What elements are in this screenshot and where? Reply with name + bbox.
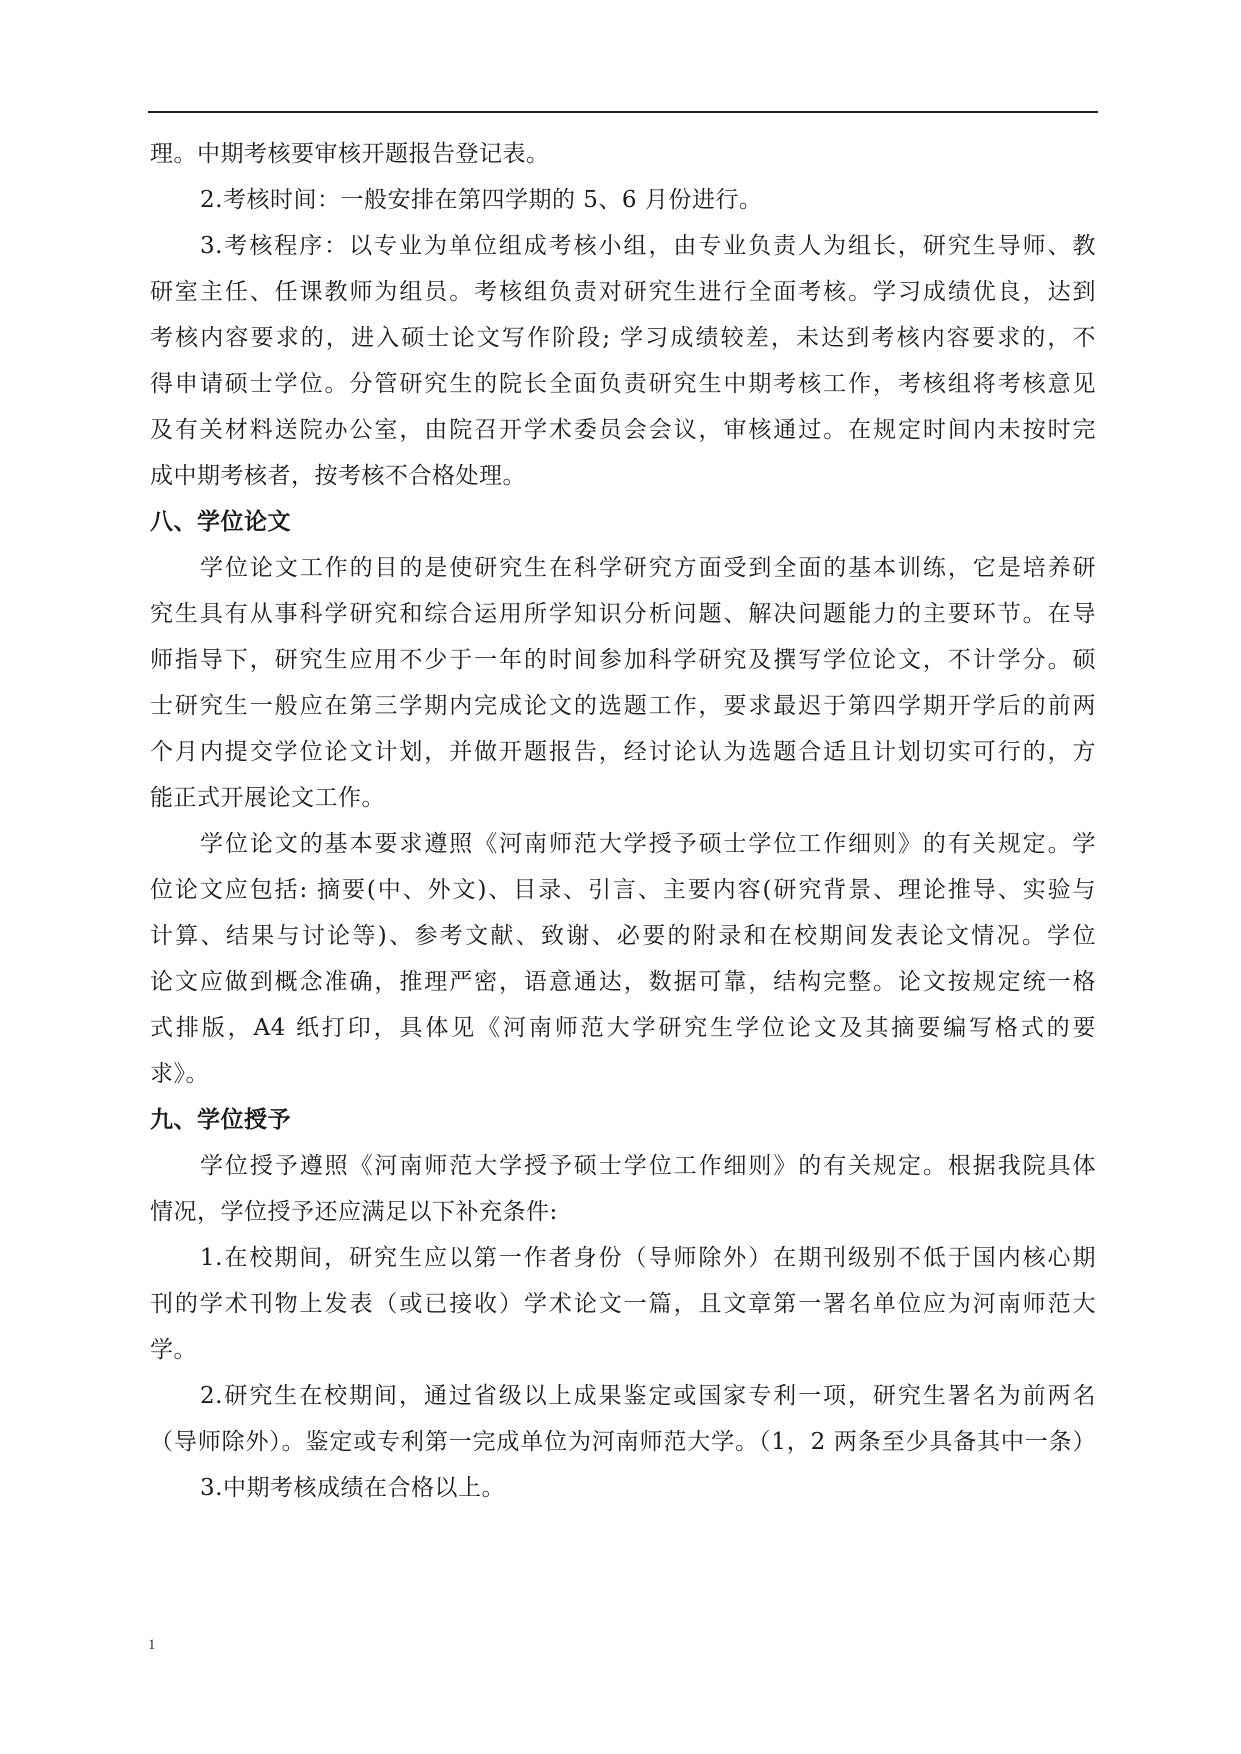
- text-line: 究生具有从事科学研究和综合运用所学知识分析问题、解决问题能力的主要环节。在导: [150, 601, 1096, 627]
- text-line: 理。中期考核要审核开题报告登记表。: [150, 141, 550, 167]
- para-condition-3: [150, 1474, 1096, 1502]
- header-rule: [148, 111, 1098, 113]
- text-line: 学位论文的基本要求遵照《河南师范大学授予硕士学位工作细则》的有关规定。学: [200, 831, 1096, 857]
- para-midterm-continuation: [150, 140, 1096, 168]
- text-line: 求》。: [150, 1061, 209, 1087]
- text-line: 个月内提交学位论文计划，并做开题报告，经讨论认为选题合适且计划切实可行的，方: [150, 739, 1096, 765]
- heading-degree-award: 九、学位授予: [150, 1107, 291, 1133]
- text-line: 2.研究生在校期间，通过省级以上成果鉴定或国家专利一项，研究生署名为前两名: [200, 1383, 1096, 1409]
- text-line: 及有关材料送院办公室，由院召开学术委员会会议，审核通过。在规定时间内未按时完: [150, 417, 1096, 443]
- para-exam-time: [150, 186, 1096, 214]
- text-line: 情况，学位授予还应满足以下补充条件:: [150, 1199, 558, 1225]
- text-line: 论文应做到概念准确，推理严密，语意通达，数据可靠，结构完整。论文按规定统一格: [150, 969, 1096, 995]
- para-exam-procedure: [150, 232, 1096, 490]
- document-body: [150, 140, 1096, 1520]
- text-line: 考核内容要求的，进入硕士论文写作阶段; 学习成绩较差，未达到考核内容要求的，不: [150, 325, 1096, 351]
- text-line: 士研究生一般应在第三学期内完成论文的选题工作，要求最迟于第四学期开学后的前两: [150, 693, 1096, 719]
- text-line: 位论文应包括: 摘要(中、外文)、目录、引言、主要内容(研究背景、理论推导、实验与: [150, 877, 1096, 903]
- text-line: 研室主任、任课教师为组员。考核组负责对研究生进行全面考核。学习成绩优良，达到: [150, 279, 1096, 305]
- text-line: 1.在校期间，研究生应以第一作者身份（导师除外）在期刊级别不低于国内核心期: [200, 1245, 1096, 1271]
- text-line: 刊的学术刊物上发表（或已接收）学术论文一篇，且文章第一署名单位应为河南师范大: [150, 1291, 1096, 1317]
- para-thesis-purpose: [150, 554, 1096, 812]
- text-line: 师指导下，研究生应用不少于一年的时间参加科学研究及撰写学位论文，不计学分。硕: [150, 647, 1096, 673]
- para-degree-intro: [150, 1152, 1096, 1226]
- heading-thesis: 八、学位论文: [150, 509, 291, 535]
- text-line: 2.考核时间：一般安排在第四学期的 5、6 月份进行。: [200, 187, 763, 213]
- text-line: 学位论文工作的目的是使研究生在科学研究方面受到全面的基本训练，它是培养研: [200, 555, 1096, 581]
- text-line: 式排版，A4 纸打印，具体见《河南师范大学研究生学位论文及其摘要编写格式的要: [150, 1015, 1096, 1041]
- text-line: 学位授予遵照《河南师范大学授予硕士学位工作细则》的有关规定。根据我院具体: [200, 1153, 1096, 1179]
- text-line: 学。: [150, 1337, 197, 1363]
- text-line: 成中期考核者，按考核不合格处理。: [150, 463, 526, 489]
- text-line: 3.中期考核成绩在合格以上。: [200, 1475, 505, 1501]
- text-line: （导师除外）。鉴定或专利第一完成单位为河南师范大学。（1，2 两条至少具备其中一条）: [150, 1429, 1096, 1455]
- para-condition-2: [150, 1382, 1096, 1456]
- text-line: 能正式开展论文工作。: [150, 785, 385, 811]
- page-number: 1: [148, 1637, 156, 1653]
- text-line: 得申请硕士学位。分管研究生的院长全面负责研究生中期考核工作，考核组将考核意见: [150, 371, 1096, 397]
- para-condition-1: [150, 1244, 1096, 1364]
- para-thesis-requirements: [150, 830, 1096, 1088]
- text-line: 3.考核程序：以专业为单位组成考核小组，由专业负责人为组长，研究生导师、教: [200, 233, 1096, 259]
- text-line: 计算、结果与讨论等)、参考文献、致谢、必要的附录和在校期间发表论文情况。学位: [150, 923, 1096, 949]
